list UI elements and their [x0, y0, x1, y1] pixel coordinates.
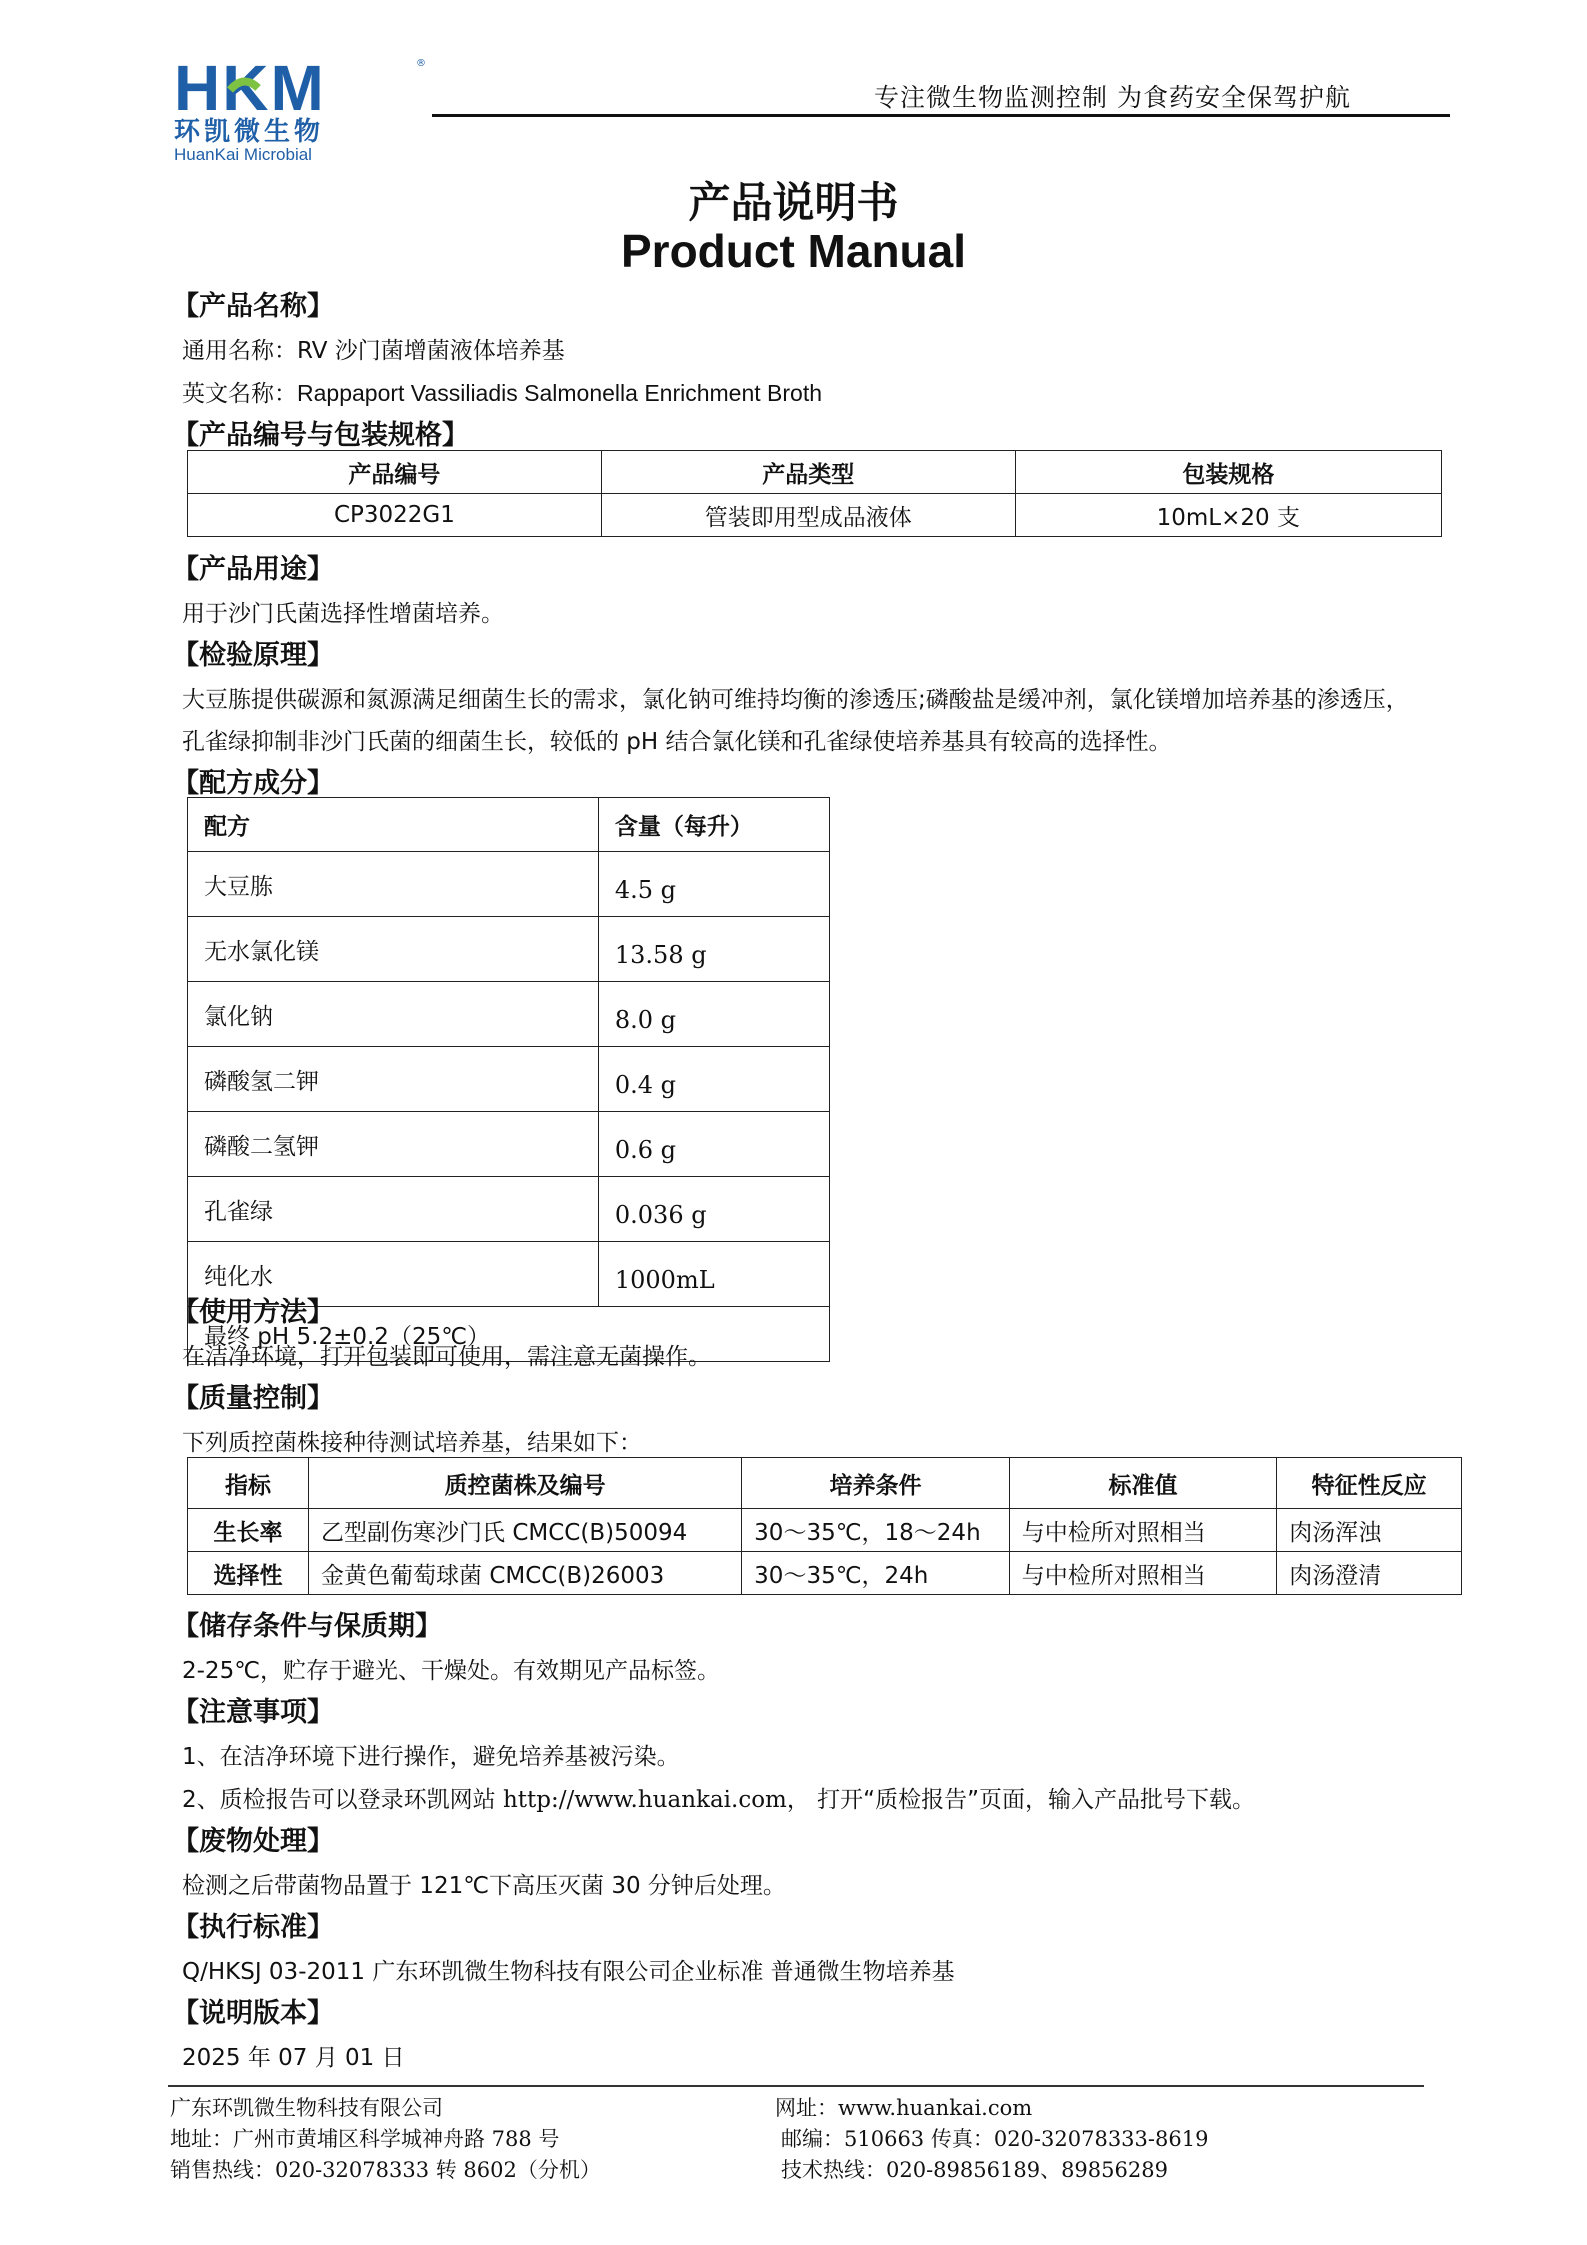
header-cell: 培养条件: [742, 1458, 1010, 1509]
ingredient: 大豆胨: [188, 852, 599, 917]
qc-reaction: 肉汤澄清: [1277, 1552, 1462, 1595]
common-name: 通用名称：RV 沙门菌增菌液体培养基: [182, 338, 565, 364]
section-heading-notes: 【注意事项】: [172, 1697, 334, 1728]
header-cell: 质控菌株及编号: [309, 1458, 742, 1509]
standard-text: Q/HKSJ 03-2011 广东环凯微生物科技有限公司企业标准 普通微生物培养基: [182, 1959, 955, 1985]
header-cell: 配方: [188, 798, 599, 852]
header-divider: [432, 114, 1450, 117]
package-spec: 10mL×20 支: [1015, 494, 1441, 537]
table-row: [188, 1047, 830, 1112]
logo-hkm-text: HKM: [174, 52, 326, 124]
svg-text:®: ®: [416, 58, 426, 69]
formula-table: [187, 797, 830, 1362]
logo-cn-text: 环凯微生物: [174, 117, 325, 147]
amount: 0.4 g: [598, 1047, 829, 1112]
english-name: 英文名称：Rappaport Vassiliadis Salmonella Enrichment Broth: [182, 380, 823, 406]
header-cell: 特征性反应: [1277, 1458, 1462, 1509]
qc-standard: 与中检所对照相当: [1009, 1509, 1277, 1552]
table-row: [188, 1112, 830, 1177]
footer-address: 地址：广州市黄埔区科学城神舟路 788 号: [170, 2127, 560, 2151]
header-cell: 产品编号: [188, 451, 602, 494]
method-text: 在洁净环境，打开包装即可使用，需注意无菌操作。: [182, 1344, 711, 1370]
website-link[interactable]: http://www.huankai.com: [502, 1787, 787, 1813]
note-item-2: [182, 1781, 1255, 1814]
title-en: Product Manual: [620, 225, 967, 277]
usage-text: 用于沙门氏菌选择性增菌培养。: [182, 601, 504, 627]
qc-strain: 金黄色葡萄球菌 CMCC(B)26003: [309, 1552, 742, 1595]
footer-divider: [168, 2085, 1424, 2087]
note-item-1: 1、在洁净环境下进行操作，避免培养基被污染。: [182, 1744, 680, 1770]
product-code: CP3022G1: [188, 494, 602, 537]
qc-table: [187, 1457, 1462, 1595]
qc-condition: 30～35℃，24h: [742, 1552, 1010, 1595]
principle-line-2: 孔雀绿抑制非沙门氏菌的细菌生长，较低的 pH 结合氯化镁和孔雀绿使培养基具有较高的选择性。: [182, 729, 1172, 755]
section-heading-product-name: 【产品名称】: [172, 291, 334, 322]
ingredient: 磷酸二氢钾: [188, 1112, 599, 1177]
footer-sales-hotline: 销售热线：020-32078333 转 8602（分机）: [170, 2158, 601, 2182]
table-row: [188, 982, 830, 1047]
qc-standard: 与中检所对照相当: [1009, 1552, 1277, 1595]
note-item-2-prefix: 2、质检报告可以登录环凯网站: [182, 1787, 503, 1813]
product-type: 管装即用型成品液体: [601, 494, 1015, 537]
qc-condition: 30～35℃，18～24h: [742, 1509, 1010, 1552]
final-ph: 最终 pH 5.2±0.2（25℃）: [188, 1307, 830, 1362]
principle-line-1: 大豆胨提供碳源和氮源满足细菌生长的需求，氯化钠可维持均衡的渗透压;磷酸盐是缓冲剂，氯化镁增加培养基的渗透压，: [182, 687, 1409, 713]
qc-intro: 下列质控菌株接种待测试培养基，结果如下：: [182, 1430, 642, 1456]
table-row: [188, 852, 830, 917]
amount: 0.036 g: [598, 1177, 829, 1242]
qc-reaction: 肉汤浑浊: [1277, 1509, 1462, 1552]
header-cell: 含量（每升）: [598, 798, 829, 852]
amount: 1000mL: [598, 1242, 829, 1307]
packaging-table: [187, 450, 1442, 537]
section-heading-usage: 【产品用途】: [172, 554, 334, 585]
qc-strain: 乙型副伤寒沙门氏 CMCC(B)50094: [309, 1509, 742, 1552]
section-heading-version: 【说明版本】: [172, 1998, 334, 2029]
section-heading-method: 【使用方法】: [172, 1297, 334, 1328]
section-heading-qc: 【质量控制】: [172, 1383, 334, 1414]
table-row: [188, 1509, 1462, 1552]
logo-en-text: HuanKai Microbial: [174, 145, 312, 164]
ingredient: 磷酸氢二钾: [188, 1047, 599, 1112]
section-heading-standard: 【执行标准】: [172, 1912, 334, 1943]
ingredient: 无水氯化镁: [188, 917, 599, 982]
table-header-row: [188, 451, 1442, 494]
ingredient: 孔雀绿: [188, 1177, 599, 1242]
footer-tech-hotline: 技术热线：020-89856189、89856289: [781, 2158, 1168, 2182]
header-tagline: 专注微生物监测控制 为食药安全保驾护航: [874, 83, 1351, 112]
qc-indicator: 生长率: [188, 1509, 309, 1552]
table-row: [188, 1177, 830, 1242]
header-cell: 指标: [188, 1458, 309, 1509]
footer-website: 网址：www.huankai.com: [775, 2096, 1033, 2120]
table-row: [188, 1552, 1462, 1595]
section-heading-packaging: 【产品编号与包装规格】: [172, 420, 469, 451]
amount: 0.6 g: [598, 1112, 829, 1177]
qc-indicator: 选择性: [188, 1552, 309, 1595]
version-date: 2025 年 07 月 01 日: [182, 2045, 405, 2071]
amount: 4.5 g: [598, 852, 829, 917]
storage-text: 2-25℃，贮存于避光、干燥处。有效期见产品标签。: [182, 1658, 721, 1684]
ingredient: 纯化水: [188, 1242, 599, 1307]
disposal-text: 检测之后带菌物品置于 121℃下高压灭菌 30 分钟后处理。: [182, 1873, 786, 1899]
table-header-row: [188, 798, 830, 852]
section-heading-storage: 【储存条件与保质期】: [172, 1611, 442, 1642]
footer-company: 广东环凯微生物科技有限公司: [170, 2096, 443, 2120]
footer-postcode-fax: 邮编：510663 传真：020-32078333-8619: [781, 2127, 1209, 2151]
section-heading-disposal: 【废物处理】: [172, 1826, 334, 1857]
table-header-row: [188, 1458, 1462, 1509]
note-item-2-suffix: ， 打开“质检报告”页面，输入产品批号下载。: [786, 1787, 1256, 1813]
header-cell: 包装规格: [1015, 451, 1441, 494]
table-row: [188, 917, 830, 982]
header-cell: 产品类型: [601, 451, 1015, 494]
section-heading-principle: 【检验原理】: [172, 640, 334, 671]
amount: 13.58 g: [598, 917, 829, 982]
amount: 8.0 g: [598, 982, 829, 1047]
section-heading-formula: 【配方成分】: [172, 768, 334, 799]
ingredient: 氯化钠: [188, 982, 599, 1047]
company-logo: [172, 52, 432, 164]
header-cell: 标准值: [1009, 1458, 1277, 1509]
table-row: [188, 494, 1442, 537]
title-cn: 产品说明书: [688, 178, 899, 227]
